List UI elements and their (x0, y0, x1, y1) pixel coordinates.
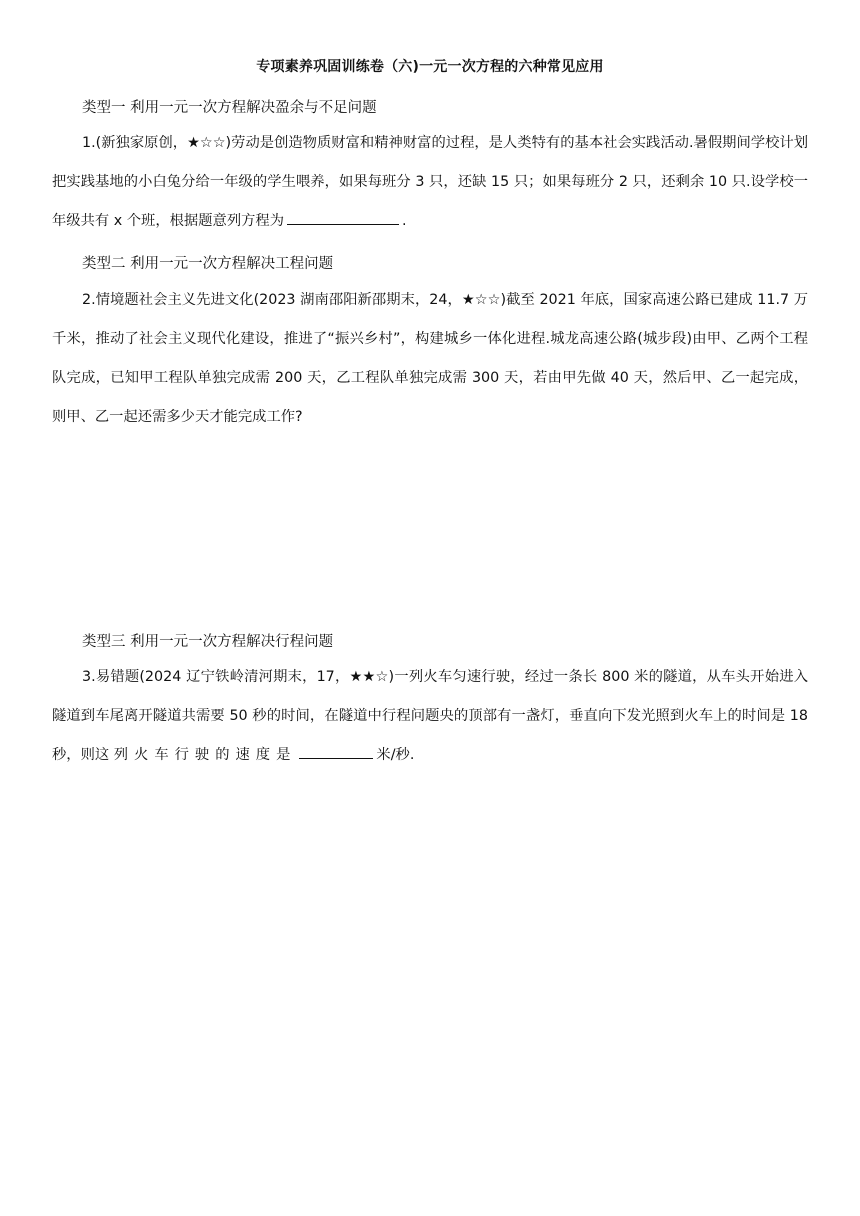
question-3-text: 3.易错题(2024 辽宁铁岭清河期末，17，★★☆)一列火车匀速行驶，经过一条长 800 米的隧道，从车头开始进入隧道到车尾离开隧道共需要 50 秒的时间，在隧道中行程问题央的顶部有一盏灯，垂直向下发光照到火车上的时间是 18 秒，则这 (52, 669, 808, 763)
question-2-text: 2.情境题社会主义先进文化(2023 湖南邵阳新邵期末，24，★☆☆)截至 2021 年底，国家高速公路已建成 11.7 万千米，推动了社会主义现代化建设，推进了“振兴乡村”，构建城乡一体化进程.城龙高速公路(城步段)由甲、乙两个工程队完成，已知甲工程队单独完成需 200 天，乙工程队单独完成需 300 天，若由甲先做 40 天，然后甲、乙一起完成，则甲、乙一起还需多少天才能完成工作? (52, 292, 808, 425)
question-3 (52, 658, 808, 775)
answer-blank-1[interactable] (287, 223, 399, 225)
section-heading-type-3: 类型三 利用一元一次方程解决行程问题 (82, 634, 334, 650)
question-1 (52, 124, 808, 241)
section-heading-type-2: 类型二 利用一元一次方程解决工程问题 (82, 256, 334, 272)
answer-blank-3[interactable] (299, 757, 373, 759)
question-3-end: 米/秒. (376, 747, 415, 763)
question-1-text: 1.(新独家原创，★☆☆)劳动是创造物质财富和精神财富的过程，是人类特有的基本社会实践活动.暑假期间学校计划把实践基地的小白兔分给一年级的学生喂养，如果每班分 3 只，还缺 15 只；如果每班分 2 只，还剩余 10 只.设学校一年级共有 x 个班，根据题意列方程为 (52, 135, 808, 229)
page-title: 专项素养巩固训练卷（六)一元一次方程的六种常见应用 (256, 59, 604, 75)
section-heading-type-1: 类型一 利用一元一次方程解决盈余与不足问题 (82, 100, 377, 116)
question-1-end: . (402, 213, 407, 229)
question-3-spaced-text: 列火车行驶的速度是 (113, 747, 297, 763)
question-2 (52, 281, 808, 437)
